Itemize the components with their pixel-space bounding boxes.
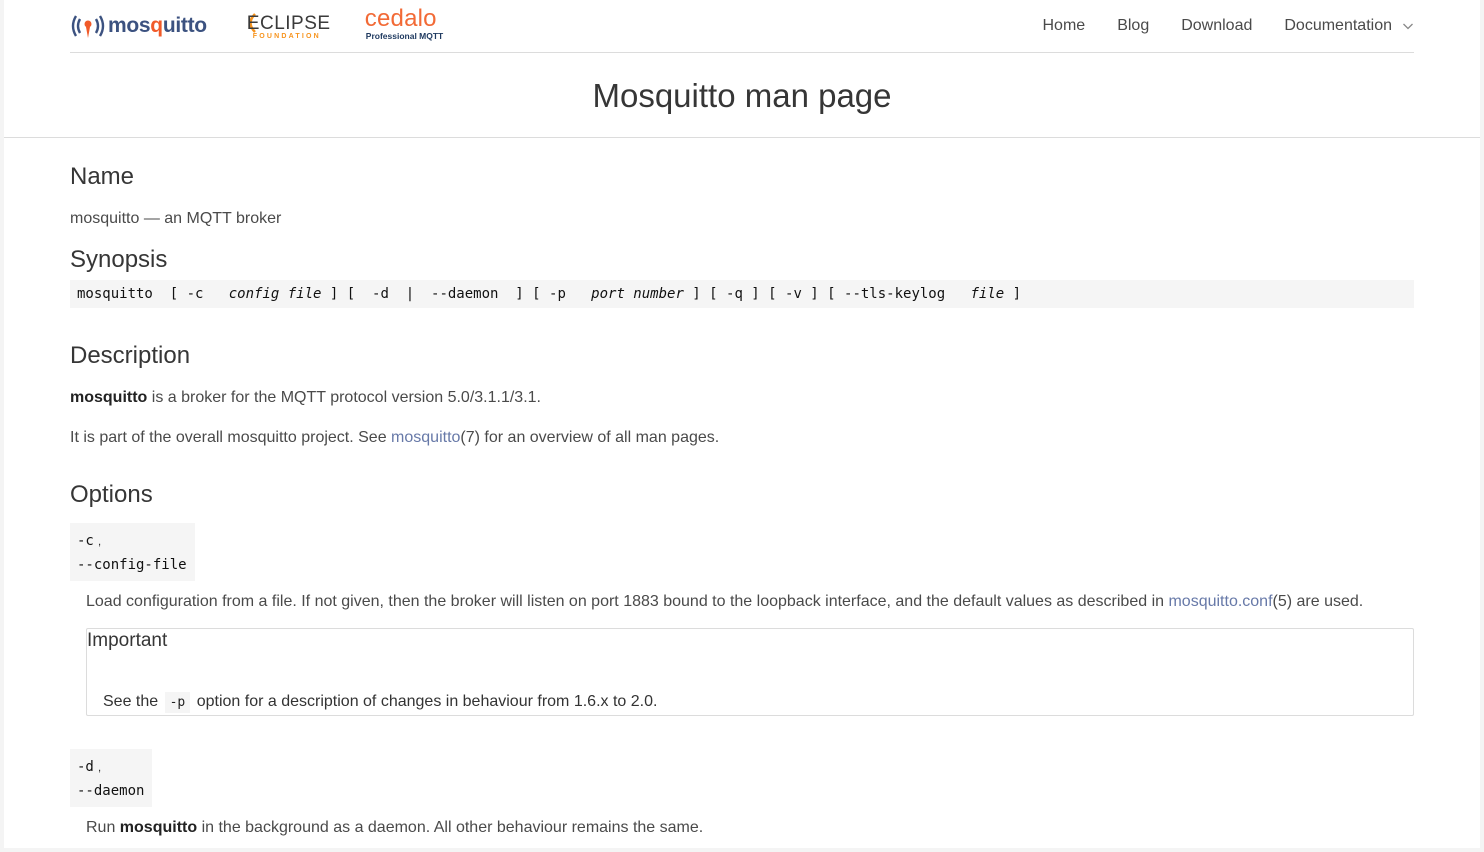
option-c-short-line (77, 529, 187, 553)
option-c-short: -c (77, 533, 94, 549)
description-line-1 (70, 389, 541, 407)
synopsis-part: [ -c (152, 286, 229, 302)
synopsis-part: ] [ -d | --daemon ] [ -p (321, 286, 592, 302)
synopsis-part: ] [ -q ] [ -v ] [ --tls-keylog (683, 286, 971, 302)
important-body (103, 693, 657, 711)
important-admonition (86, 628, 1414, 716)
option-c-description-text: Load configuration from a file. If not given, then the broker will listen on port 1883 bound to the loopback interface, and the default values as described in (86, 593, 1169, 610)
important-body-pre: See the (103, 693, 163, 710)
title-band (4, 53, 1480, 138)
description-heading: Description (70, 342, 191, 369)
synopsis-arg: port number (591, 286, 684, 302)
nav-documentation[interactable] (1284, 17, 1414, 35)
option-d-description (86, 819, 703, 837)
mosquitto-7-link[interactable]: mosquitto (391, 429, 461, 446)
synopsis-part: ] (1004, 286, 1022, 302)
mosquitto-bold: mosquitto (119, 819, 198, 836)
p-option-code: -p (165, 692, 191, 713)
description-line-2-post: (7) for an overview of all man pages. (460, 429, 720, 446)
synopsis-cmd: mosquitto (77, 286, 153, 302)
option-c-description-post: (5) are used. (1272, 593, 1364, 610)
eclipse-logo-text: ECLIPSE (246, 13, 331, 34)
nav-blog[interactable]: Blog (1117, 17, 1150, 34)
chevron-down-icon (1402, 20, 1414, 32)
page-title: Mosquitto man page (592, 77, 892, 114)
nav-documentation-label: Documentation (1284, 17, 1392, 34)
top-navbar (70, 0, 1414, 53)
mosquitto-antenna-icon (70, 12, 106, 40)
description-line-1-text: is a broker for the MQTT protocol version 5.0/3.1.1/3.1. (147, 389, 541, 406)
synopsis-heading: Synopsis (70, 246, 168, 273)
option-d-long: --daemon (77, 783, 145, 799)
option-separator: , (97, 534, 102, 548)
option-d-term (70, 749, 152, 807)
mosquitto-logo[interactable] (70, 12, 207, 40)
important-title: Important (87, 630, 168, 651)
description-line-2 (70, 429, 719, 447)
name-heading: Name (70, 163, 135, 190)
option-c-description (86, 593, 1363, 611)
synopsis-command (70, 280, 1414, 308)
main-nav (1011, 17, 1415, 35)
mosquitto-bold: mosquitto (70, 389, 148, 406)
option-c-long: --config-file (77, 557, 187, 573)
cedalo-logo[interactable] (364, 5, 455, 43)
eclipse-logo-subtext: FOUNDATION (252, 33, 321, 40)
option-c-term (70, 523, 195, 581)
option-d-short: -d (77, 759, 94, 775)
nav-download[interactable]: Download (1181, 17, 1253, 34)
mosquitto-conf-5-link[interactable]: mosquitto.conf (1168, 593, 1273, 610)
synopsis-arg: file (970, 286, 1005, 302)
options-heading: Options (70, 481, 153, 508)
synopsis-arg: config file (228, 286, 322, 302)
option-separator: , (97, 760, 102, 774)
page (4, 0, 1480, 848)
important-body-post: option for a description of changes in behaviour from 1.6.x to 2.0. (192, 693, 658, 710)
logo-group (70, 5, 455, 42)
cedalo-logo-text: cedalo (364, 5, 437, 32)
option-d-short-line (77, 755, 144, 779)
cedalo-logo-subtext: Professional MQTT (365, 31, 444, 41)
eclipse-foundation-logo[interactable] (247, 11, 337, 41)
description-line-2-pre: It is part of the overall mosquitto project. See (70, 429, 392, 446)
option-d-description-post: in the background as a daemon. All other behaviour remains the same. (197, 819, 704, 836)
mosquitto-logo-text: mosquitto (108, 14, 207, 37)
option-d-description-pre: Run (86, 819, 120, 836)
name-text: mosquitto — an MQTT broker (70, 210, 282, 227)
nav-home[interactable]: Home (1042, 17, 1086, 34)
